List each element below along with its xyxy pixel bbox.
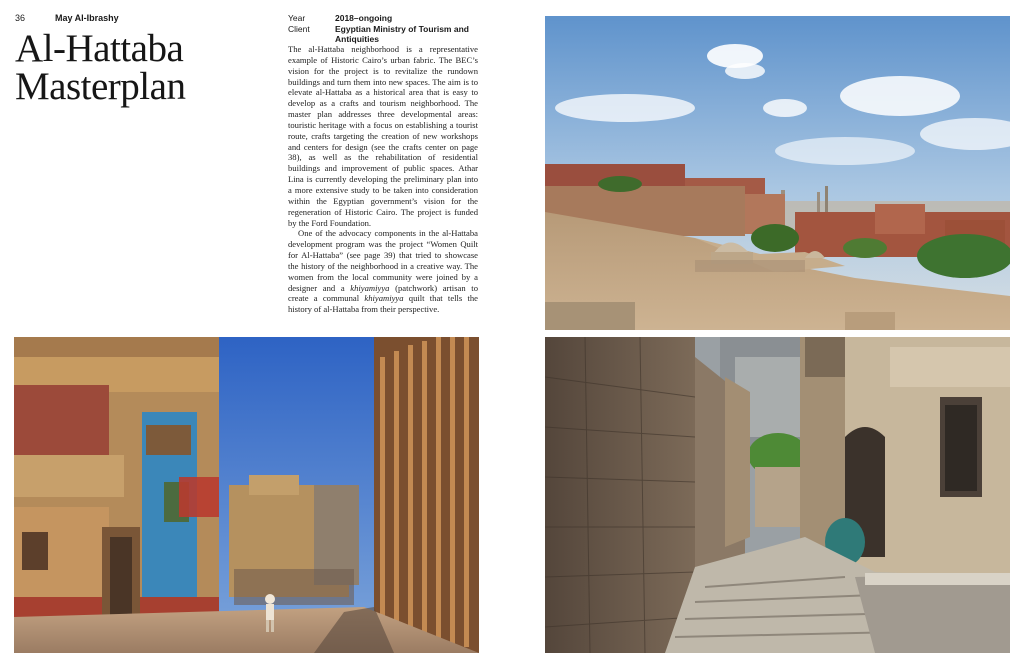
meta-row-year [288,13,485,24]
client-label: Client [288,23,310,34]
term-khiyamiyya-1: khiyamiyya [350,282,390,293]
photo-street-scene-icon [14,337,479,653]
paragraph-2-text-c: quilt that tells the history of al-Hattaba from their perspective. [288,293,479,315]
body-paragraph-2 [288,228,478,315]
photo-alley-stairs-icon [545,337,1010,653]
title-line-2: Masterplan [15,65,186,108]
paragraph-2-text-a: One of the advocacy components in the al-Hattaba development program was the project “Women Quilt for Al-Hattaba” (see page 39) that tried to showcase the history of the neighborhood in a creative way. The women from the local community were joined by a designer and a [288,228,478,293]
page-title [15,27,186,108]
year-value: 2018–ongoing [335,13,393,23]
photo-street [14,337,479,653]
page-number: 36 [15,13,26,23]
photo-cemetery [545,16,1010,330]
body-text [288,44,478,315]
client-value: Egyptian Ministry of Tourism and Antiquities [335,23,469,44]
meta-row-client [288,24,485,45]
term-khiyamiyya-2: khiyamiyya [364,293,404,304]
project-meta [288,13,485,45]
photo-cemetery-skyline-icon [545,16,1010,330]
photo-alley [545,337,1010,653]
year-label: Year [288,13,306,23]
body-paragraph-1: The al-Hattaba neighborhood is a representative example of Historic Cairo’s urban fabric. The BEC’s vision for the project is to revitalize the rundown buildings and turn them into new spaces. The aim is to elevate al-Hattaba as a historical area that is easy to develop as a crafts and tourism neighborhood. The master plan addresses three developmental areas: touristic heritage with a focus on establishing a tourist route, crafts targeting the creation of new workshops and centers for design (see the crafts center on page 38), as well as the rehabilitation of residential buildings and improvement of public spaces. Athar Lina is currently developing the preliminary plan into a more extensive study to be taken into consideration within the Egyptian government’s vision for the regeneration of Historic Cairo. The project is funded by the Ford Foundation. [288,44,478,228]
title-line-1: Al-Hattaba [15,27,184,70]
author-name: May Al-Ibrashy [55,13,119,23]
paragraph-2-text-b: (patchwork) artisan to create a communal [288,282,478,304]
